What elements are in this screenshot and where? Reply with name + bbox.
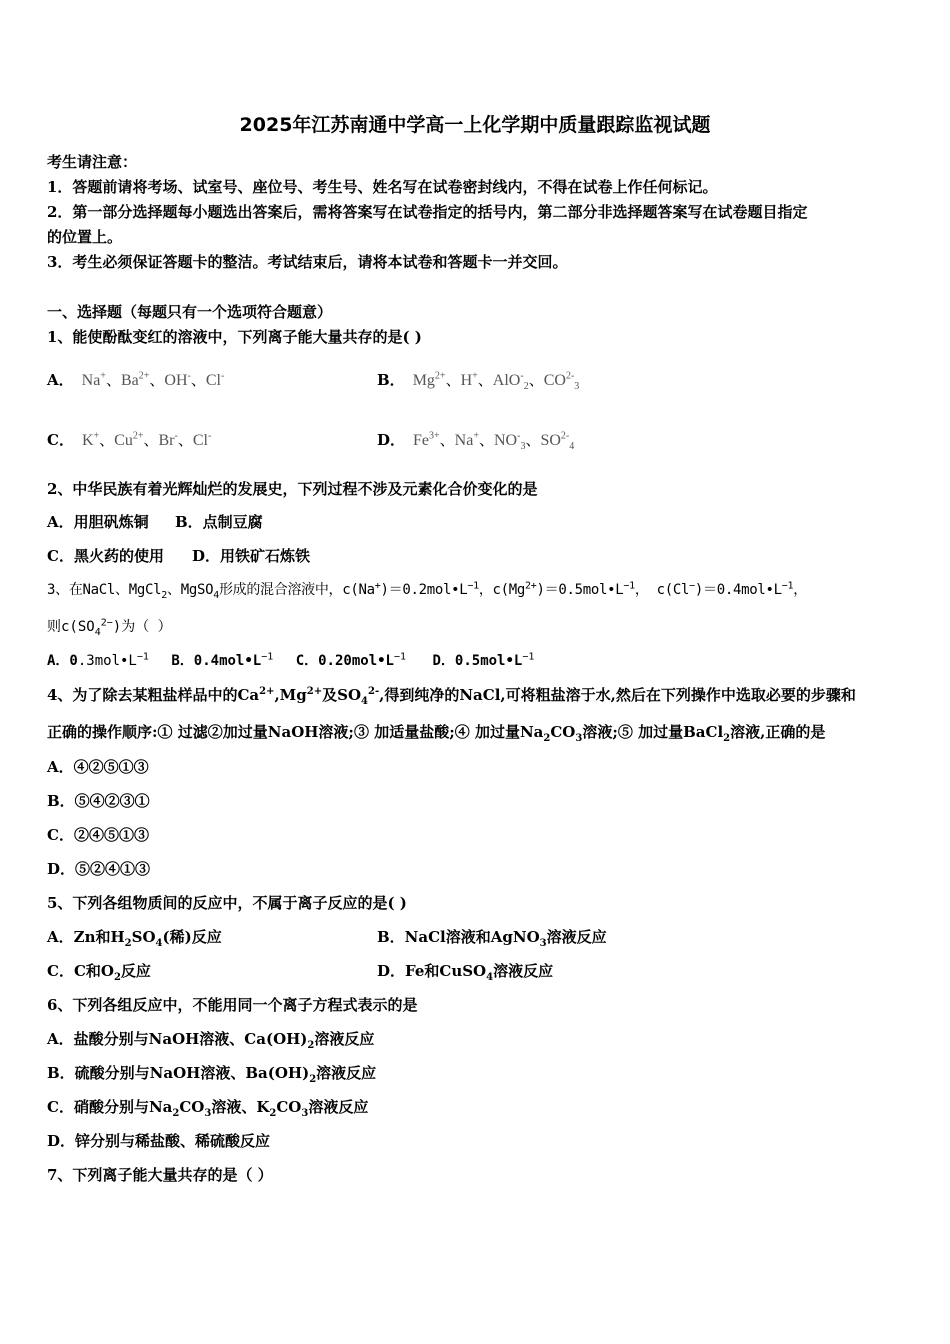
q6-option-d: D．锌分别与稀盐酸、稀硫酸反应 [47,1132,271,1150]
q6-stem: 6、下列各组反应中，不能用同一个离子方程式表示的是 [47,996,418,1014]
notice-item-3: 3．考生必须保证答题卡的整洁。考试结束后，请将本试卷和答题卡一并交回。 [47,253,568,271]
q1-stem: 1、能使酚酞变红的溶液中，下列离子能大量共存的是( ) [47,328,422,346]
notice-item-2-cont: 的位置上。 [47,228,123,246]
q7-stem: 7、下列离子能大量共存的是（ ） [47,1166,273,1184]
q4-stem: 4、为了除去某粗盐样品中的$Ca^{2+},Mg^{2+}$及$SO_4^{2-}$,得到纯净的NaCl,可将粗盐溶于水,然后在下列操作中选取必要的步骤和 [47,686,856,707]
q4-option-b: B．⑤④②③① [47,792,150,810]
q5-stem: 5、下列各组物质间的反应中，不属于离子反应的是( ) [47,894,407,912]
q6-option-b: B．硫酸分别与NaOH溶液、$Ba(OH)_2$溶液反应 [47,1064,377,1085]
q2-option-d: D．用铁矿石炼铁 [192,547,311,565]
q5-option-c: C．C和$O_2$反应 [47,962,151,983]
q2-option-a: A．用胆矾炼铜 [47,513,149,531]
q6-option-a: A．盐酸分别与NaOH溶液、$Ca(OH)_2$溶液反应 [47,1030,375,1051]
q5-option-d: D．Fe和CuSO$_4$溶液反应 [377,962,554,983]
q5-option-a: A．Zn和$H_2SO_4$(稀)反应 [47,928,222,949]
q4-option-d: D．⑤②④①③ [47,860,151,878]
q1-option-c: C． K+、$Cu^{2+}$、Br-、Cl- [47,430,212,449]
q4-stem-cont: 正确的操作顺序:① 过滤②加过量NaOH溶液;③ 加适量盐酸;④ 加过量$Na_2CO_3$溶液;⑤ 加过量BaCl$_2$溶液,正确的是 [47,723,826,744]
section-heading: 一、选择题（每题只有一个选项符合题意） [47,303,333,321]
q3-stem-cont: 则$c(SO_4^{2-})$为（ ） [47,617,172,638]
q1-option-a: A． Na+、$Ba^{2+}$、OH-、Cl- [47,370,225,389]
notice-heading: 考生请注意： [47,153,138,171]
q2-stem: 2、中华民族有着光辉灿烂的发展史，下列过程不涉及元素化合价变化的是 [47,480,538,498]
q5-option-b: B．NaCl溶液和AgNO$_3$溶液反应 [377,928,607,949]
q1-option-b: B． $Mg^{2+}$、H+、AlO-$_2$、$CO^{2-}_3$ [377,370,580,393]
q2-option-c: C．黑火药的使用 [47,547,164,565]
q4-option-c: C．②④⑤①③ [47,826,149,844]
q2-option-b: B．点制豆腐 [175,513,263,531]
q6-option-c: C．硝酸分别与$Na_2CO_3$溶液、$K_2CO_3$溶液反应 [47,1098,369,1119]
page-title: 2025年江苏南通中学高一上化学期中质量跟踪监视试题 [239,114,711,136]
q1-option-d: D． $Fe^{3+}$、Na+、$NO^-_3$、$SO^{2-}_4$ [377,430,575,453]
notice-item-1: 1．答题前请将考场、试室号、座位号、考生号、姓名写在试卷密封线内，不得在试卷上作任何标记。 [47,178,718,196]
q4-option-a: A．④②⑤①③ [47,758,149,776]
q3-stem: 3、在NaCl、MgCl$_2$、MgSO$_4$形成的混合溶液中，$c(Na^+)=0.2mol•L^{-1}$，$c(Mg^{2+})=0.5mol•L^{-1}$， $c(Cl^-)=0.4mol•L^{-1}$， [47,580,807,601]
notice-item-2: 2．第一部分选择题每小题选出答案后，需将答案写在试卷指定的括号内，第二部分非选择题答案写在试卷题目指定 [47,203,808,221]
q3-options: A．$0.3mol•L^{-1}$ B．$0.4mol•L^{-1}$ C．$0.20mol•L^{-1}$ D．$0.5mol•L^{-1}$ [47,651,535,669]
